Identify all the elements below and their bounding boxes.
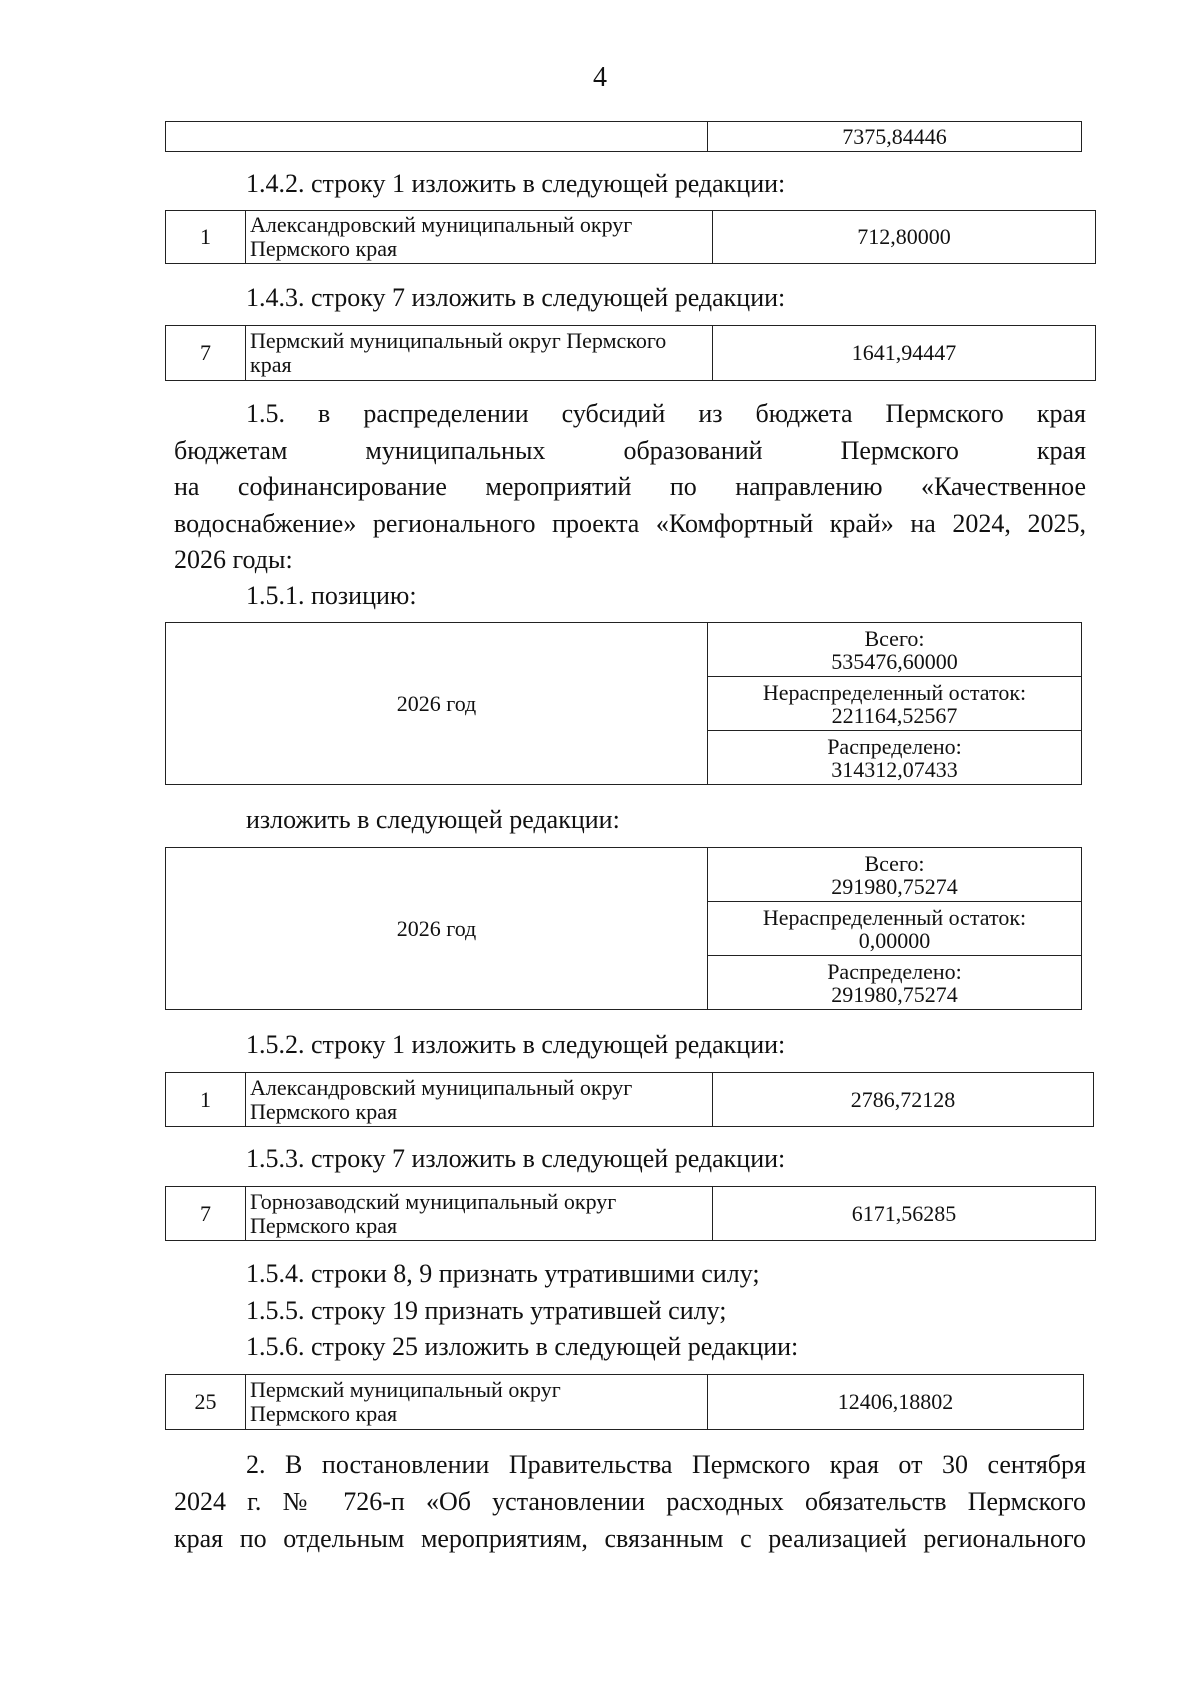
paragraph-1-5-6: 1.5.6. строку 25 изложить в следующей редакции: — [246, 1332, 799, 1361]
distributed-label: Распределено: — [827, 958, 962, 984]
table-position-new — [165, 847, 1082, 1010]
table-continuation — [165, 121, 1082, 152]
table-1-5-6 — [165, 1374, 1084, 1430]
paragraph-line: водоснабжение» регионального проекта «Комфортный край» на 2024, 2025, — [174, 508, 1086, 538]
page-number: 4 — [593, 62, 607, 93]
name-line-1: Пермский муниципальный округ — [250, 1377, 561, 1402]
undistributed-label: Нераспределенный остаток: — [762, 904, 1027, 930]
paragraph-line: 2. В постановлении Правительства Пермского края от 30 сентября — [246, 1450, 1086, 1479]
empty-cell — [166, 122, 708, 152]
value-cell: 6171,56285 — [713, 1187, 1096, 1241]
year-cell: 2026 год — [166, 623, 708, 785]
value-cell: 712,80000 — [713, 211, 1096, 264]
paragraph-line: бюджетам муниципальных образований Пермского края — [174, 435, 1086, 465]
paragraph-line: края по отдельным мероприятиям, связанным с реализацией регионального — [174, 1524, 1086, 1553]
undistributed-value: 0,00000 — [858, 927, 931, 953]
distributed-label: Распределено: — [827, 733, 962, 759]
table-position-old — [165, 622, 1082, 785]
municipality-name-cell — [246, 1073, 713, 1127]
paragraph-1-5-1: 1.5.1. позицию: — [246, 581, 417, 610]
row-number-cell: 1 — [166, 211, 246, 264]
total-value: 535476,60000 — [831, 648, 958, 674]
paragraph-new-edition: изложить в следующей редакции: — [246, 805, 620, 834]
name-line-1: Горнозаводский муниципальный округ — [250, 1188, 617, 1214]
paragraph-1-4-2: 1.4.2. строку 1 изложить в следующей редакции: — [246, 169, 786, 198]
paragraph-2 — [174, 1446, 1086, 1557]
name-line-2: Пермского края — [250, 1098, 398, 1124]
value-cell: 2786,72128 — [713, 1073, 1094, 1127]
undistributed-cell — [708, 902, 1082, 956]
value-cell: 1641,94447 — [713, 326, 1096, 381]
table-1-4-3 — [165, 325, 1096, 381]
total-label: Всего: — [864, 625, 925, 651]
paragraph-1-5 — [174, 396, 1086, 579]
paragraph-1-4-3: 1.4.3. строку 7 изложить в следующей редакции: — [246, 283, 786, 312]
row-number-cell: 25 — [166, 1375, 246, 1430]
paragraph-line: 1.5. в распределении субсидий из бюджета Пермского края — [246, 399, 1086, 428]
table-1-5-2 — [165, 1072, 1094, 1127]
total-cell — [708, 848, 1082, 902]
table-1-4-2 — [165, 210, 1096, 264]
name-line-2: Пермского края — [250, 1212, 398, 1238]
row-number-cell: 7 — [166, 1187, 246, 1241]
distributed-value: 291980,75274 — [831, 981, 958, 1007]
value-cell: 7375,84446 — [708, 122, 1082, 152]
municipality-name-cell — [246, 211, 713, 264]
year-cell: 2026 год — [166, 848, 708, 1010]
total-cell — [708, 623, 1082, 677]
paragraph-1-5-2: 1.5.2. строку 1 изложить в следующей редакции: — [246, 1030, 786, 1059]
distributed-cell — [708, 731, 1082, 785]
paragraph-line: 2026 годы: — [174, 545, 293, 574]
row-number-cell: 7 — [166, 326, 246, 381]
paragraph-1-5-4: 1.5.4. строки 8, 9 признать утратившими силу; — [246, 1259, 760, 1288]
undistributed-value: 221164,52567 — [831, 702, 958, 728]
total-label: Всего: — [864, 850, 925, 876]
municipality-name-cell — [246, 326, 713, 381]
paragraph-1-5-5: 1.5.5. строку 19 признать утратившей силу; — [246, 1296, 727, 1325]
paragraph-line: 2024 г. № 726-п «Об установлении расходных обязательств Пермского — [174, 1487, 1086, 1516]
municipality-name-cell — [246, 1375, 708, 1430]
paragraph-1-5-3: 1.5.3. строку 7 изложить в следующей редакции: — [246, 1144, 786, 1173]
name-line-1: Александровский муниципальный округ — [250, 212, 633, 237]
value-cell: 12406,18802 — [708, 1375, 1084, 1430]
name-line-2: Пермского края — [250, 236, 398, 261]
undistributed-cell — [708, 677, 1082, 731]
name-line-1: Александровский муниципальный округ — [250, 1074, 633, 1100]
name-line-1: Пермский муниципальный округ Пермского — [250, 328, 667, 353]
name-line-2: Пермского края — [250, 1401, 398, 1426]
undistributed-label: Нераспределенный остаток: — [762, 679, 1027, 705]
table-1-5-3 — [165, 1186, 1096, 1241]
distributed-cell — [708, 956, 1082, 1010]
total-value: 291980,75274 — [831, 873, 958, 899]
distributed-value: 314312,07433 — [831, 756, 958, 782]
municipality-name-cell — [246, 1187, 713, 1241]
name-line-2: края — [250, 352, 292, 377]
row-number-cell: 1 — [166, 1073, 246, 1127]
paragraph-line: на софинансирование мероприятий по направлению «Качественное — [174, 472, 1086, 501]
